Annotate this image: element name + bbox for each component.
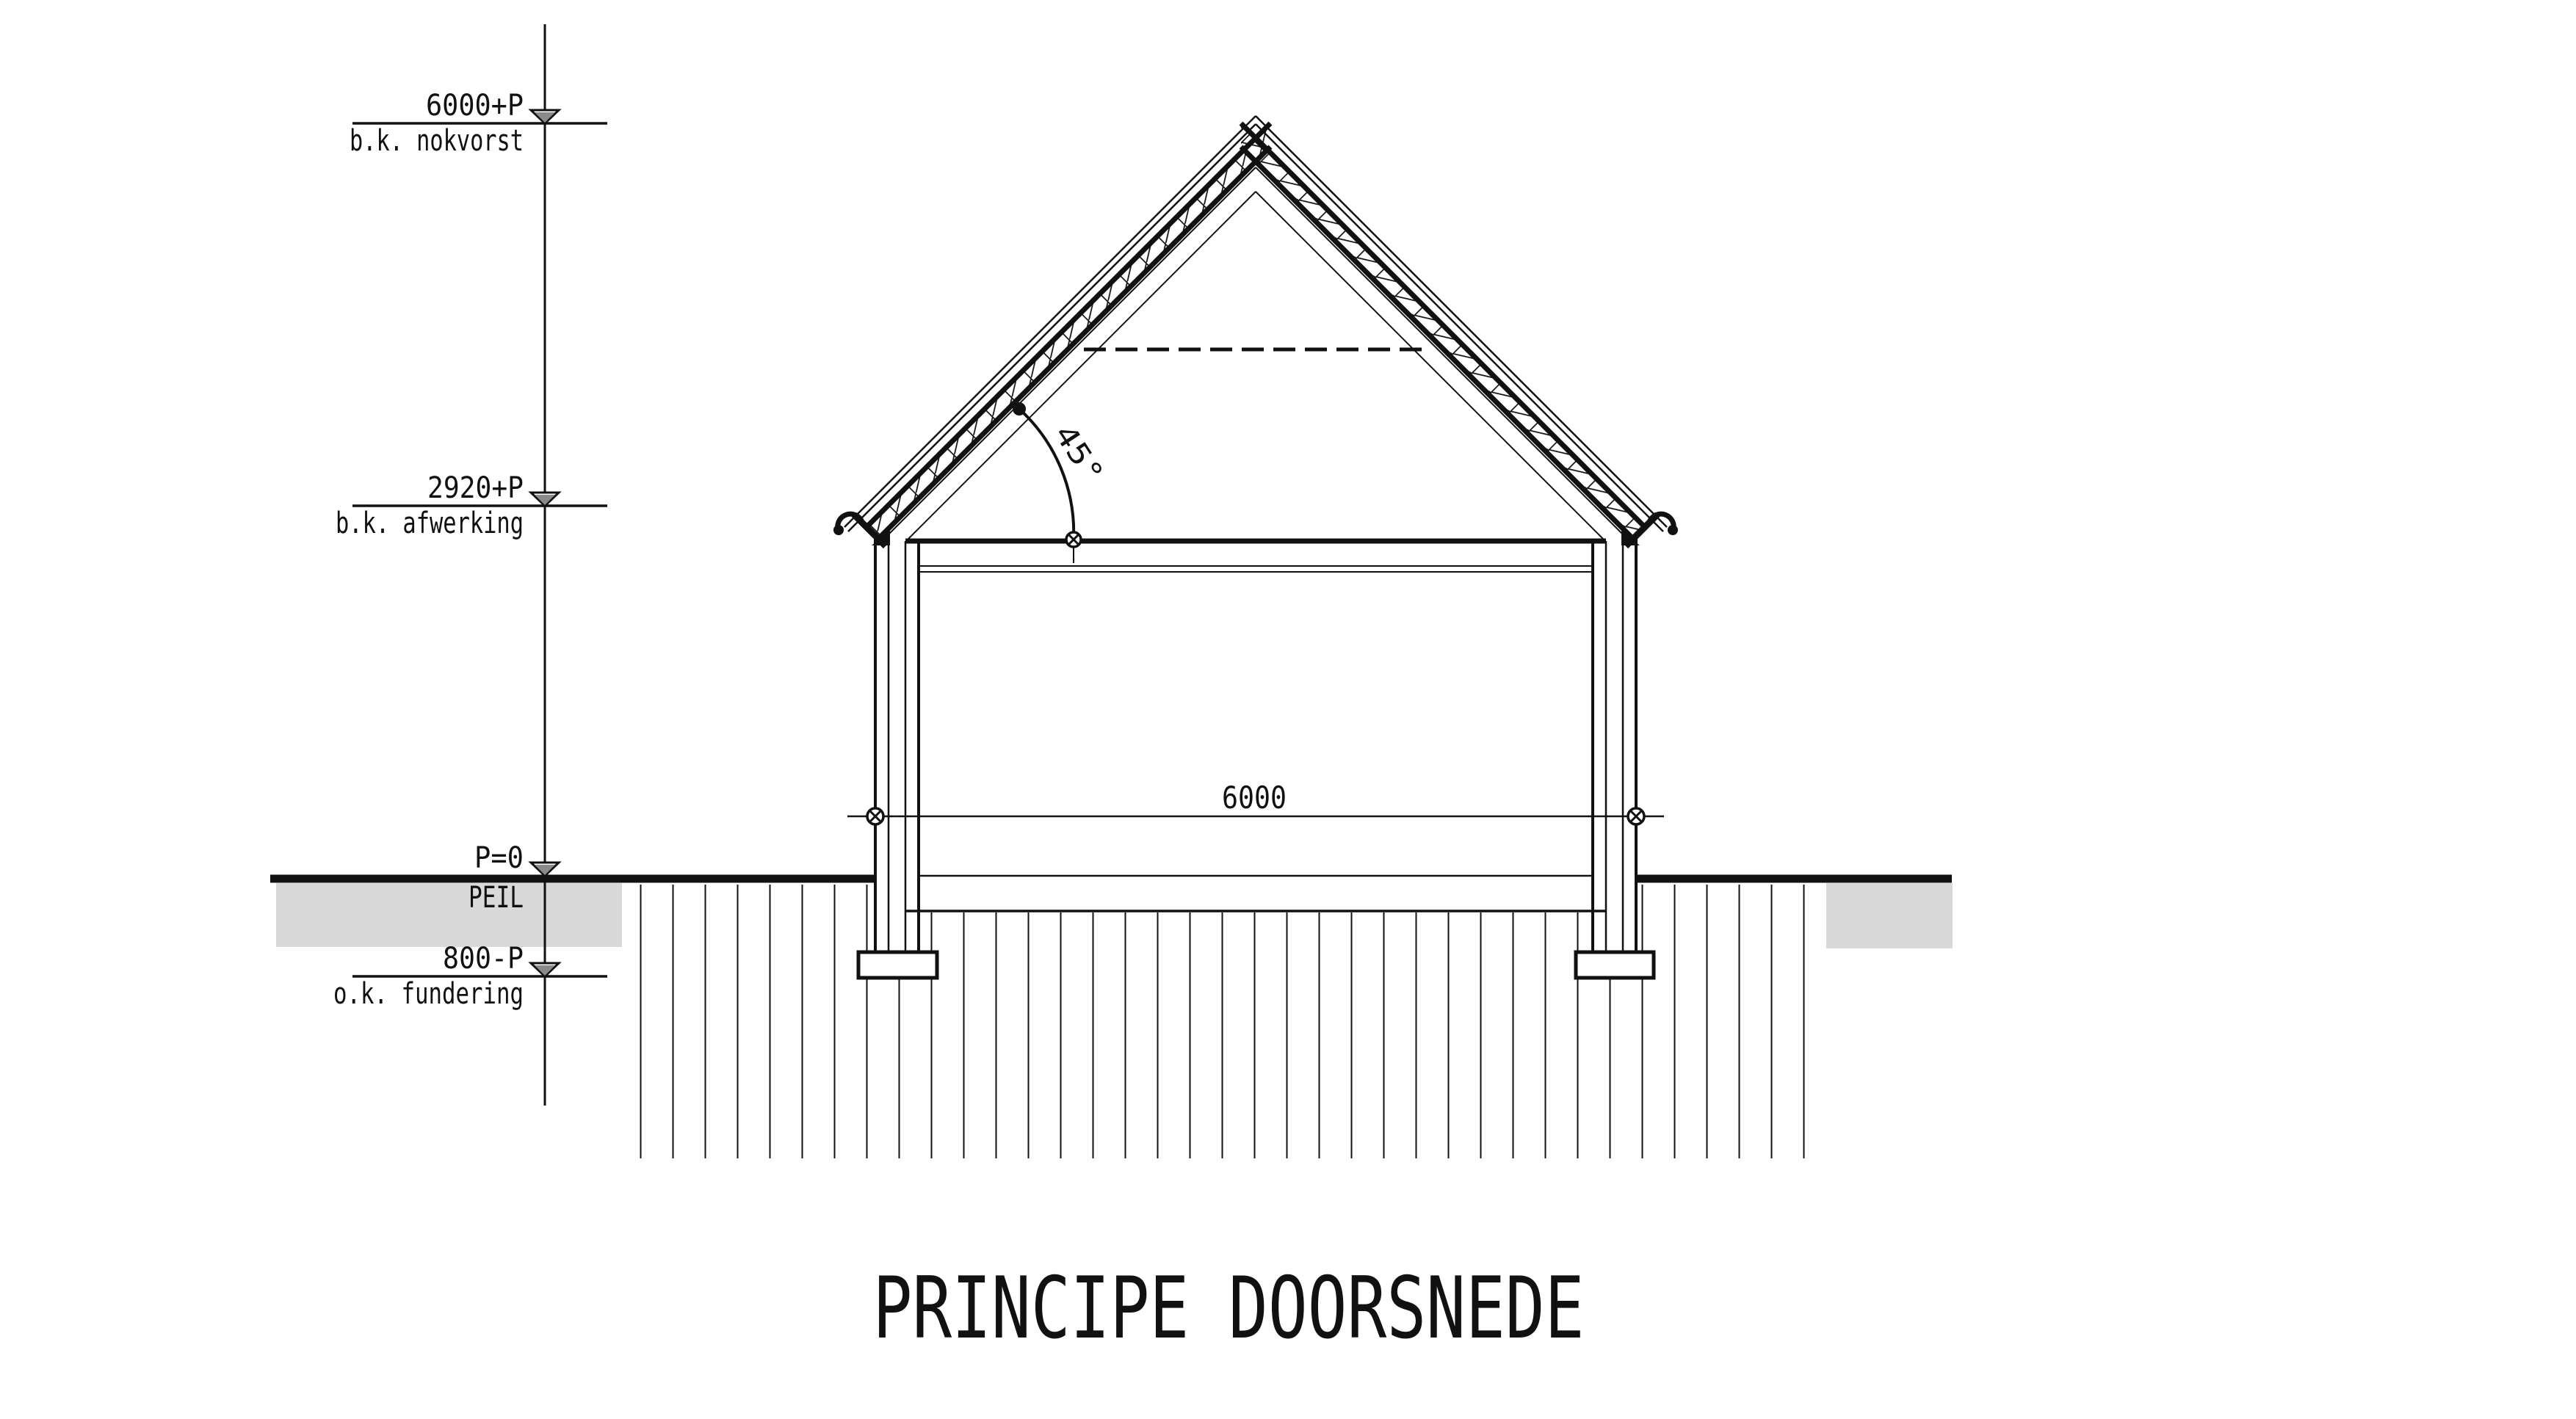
level-value-ridge: 6000+P	[426, 89, 524, 123]
left-cavity-wall	[875, 534, 919, 952]
level-marker-finish	[531, 493, 559, 506]
roof-pitch-value: 45°	[1047, 418, 1105, 482]
soil-hatch-region	[632, 885, 1808, 1158]
level-name-foundation: o.k. fundering	[333, 977, 524, 1011]
roof-panel-right-bottom-chord	[1241, 147, 1633, 539]
gutter-right-bead	[1668, 525, 1678, 535]
level-name-ridge: b.k. nokvorst	[350, 124, 524, 158]
roof-lining-right	[1256, 167, 1630, 542]
pavement-block-right	[1826, 883, 1953, 948]
level-name-peil: PEIL	[468, 881, 524, 915]
roof-tile-top-left	[844, 116, 1256, 527]
level-value-foundation: 800-P	[443, 942, 524, 976]
pitch-arc-floor-node	[1066, 532, 1081, 547]
drawing-title: PRINCIPE DOORSNEDE	[872, 1259, 1585, 1358]
roof-panel-left-bottom-chord	[878, 147, 1270, 539]
roof-tile-bottom-left	[848, 124, 1256, 531]
dimension-node-right	[1628, 808, 1644, 824]
width-dimension-value: 6000	[1222, 780, 1287, 816]
level-value-peil: P=0	[474, 841, 524, 875]
roof-panel-right-top-chord	[1241, 123, 1645, 527]
attic-floor-slab	[905, 541, 1606, 572]
footing-right	[1576, 952, 1654, 978]
pavement-block-left	[276, 883, 622, 947]
dimension-node-left	[867, 808, 883, 824]
roof-tile-bottom-right	[1256, 124, 1663, 531]
soil-hatch-right-strip	[1636, 885, 1808, 1158]
roof	[833, 116, 1678, 546]
pitch-arc-slope-dot	[1013, 402, 1026, 415]
gutter-left-bead	[833, 525, 844, 535]
ground-floor-slab	[905, 876, 1606, 911]
soil-hatch-left-strip	[632, 885, 875, 1158]
footing-left	[858, 952, 937, 978]
level-marker-peil	[531, 863, 559, 876]
soil-hatch-interior	[920, 912, 1591, 1158]
level-marker-ridge	[531, 110, 559, 123]
roof-tile-top-right	[1256, 116, 1667, 527]
right-cavity-wall	[1593, 534, 1636, 952]
level-name-finish: b.k. afwerking	[336, 507, 524, 540]
width-dimension	[847, 780, 1664, 824]
attic-inner-slope-right	[1256, 192, 1605, 541]
soil-hatch-below-left-footing	[858, 978, 920, 1158]
level-marker-foundation	[531, 963, 559, 976]
level-value-finish: 2920+P	[427, 471, 524, 505]
